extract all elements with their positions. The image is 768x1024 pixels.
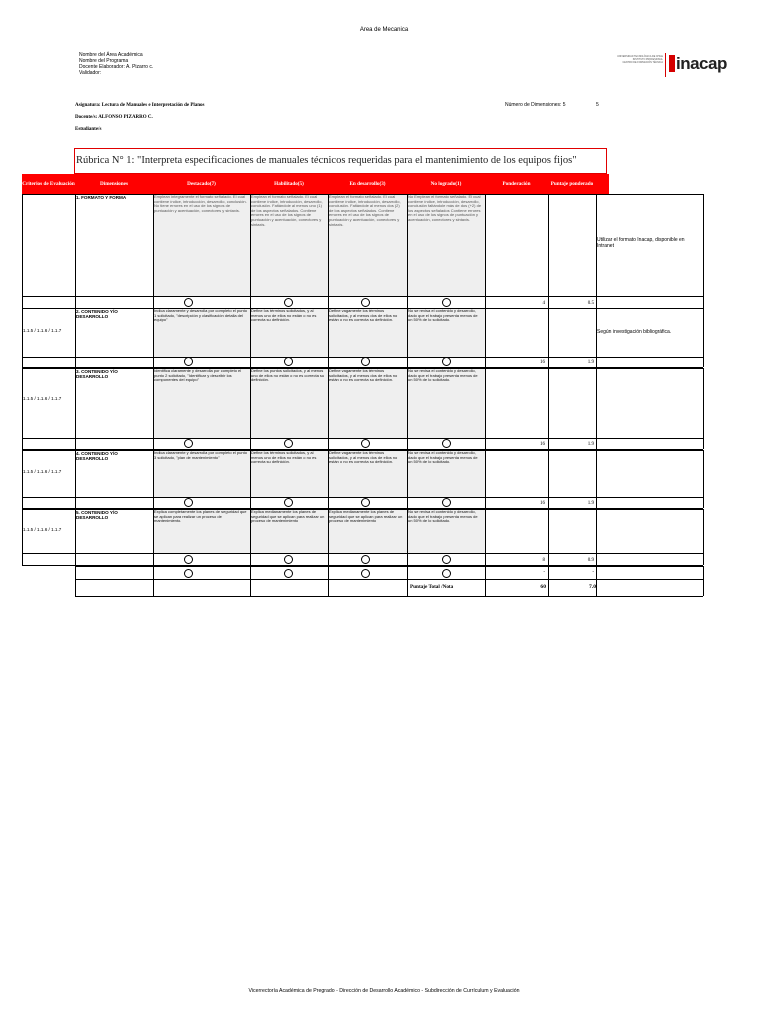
grid-line xyxy=(22,450,23,508)
grid-line xyxy=(703,368,704,449)
grid-line xyxy=(548,368,549,449)
dimension-cell: 4. CONTENIDO Y/O DESARROLLO xyxy=(76,451,118,462)
grid-line xyxy=(596,194,597,308)
header-score: Puntaje ponderado xyxy=(550,181,594,187)
grid-line xyxy=(703,450,704,508)
criteria-cell: 1.1.5 / 1.1.6 / 1.1.7 xyxy=(23,327,62,333)
header-dimension: Dimensiones xyxy=(100,181,128,187)
score-radio[interactable] xyxy=(184,298,193,307)
score-value: 1.9 xyxy=(587,501,594,506)
header-level-1: Destacado(7) xyxy=(187,181,216,187)
page-footer: Vicerrectoría Académica de Pregrado - Dirección de Desarrollo Académico - Subdirección de Currículum y Evaluación xyxy=(248,988,520,994)
grid-line xyxy=(596,368,597,449)
grid-line xyxy=(548,194,549,308)
score-radio[interactable] xyxy=(361,498,370,507)
grid-line xyxy=(596,308,597,367)
weight-value: - xyxy=(543,570,545,575)
header-level-2: Habilitado(5) xyxy=(274,181,304,187)
grid-line xyxy=(75,368,76,449)
grid-line xyxy=(548,308,549,367)
score-radio[interactable] xyxy=(442,439,451,448)
level-2-descriptor: Define los puntos solicitados, y al menos uno de ellos no están o no es correcta su definición. xyxy=(251,369,325,383)
rubric-title: Rúbrica N° 1: "Interpreta especificaciones de manuales técnicos requeridas para el mantenimiento de los equipos fijos" xyxy=(76,155,577,166)
grid-line xyxy=(328,566,329,596)
score-radio[interactable] xyxy=(284,298,293,307)
criteria-cell: 1.1.5 / 1.1.6 / 1.1.7 xyxy=(23,396,62,401)
score-radio[interactable] xyxy=(184,555,193,564)
observation-cell: Según investigación bibliográfica. xyxy=(597,328,672,335)
grid-line xyxy=(548,509,549,565)
level-2-descriptor: Define los términos solicitados, y al menos uno de ellos no están o no es correcta su definición. xyxy=(251,309,317,323)
score-radio[interactable] xyxy=(361,569,370,578)
grid-line xyxy=(250,566,251,596)
grid-line xyxy=(596,509,597,565)
teacher-label: Docente/s: ALFONSO PIZARRO C. xyxy=(75,115,153,120)
level-3-descriptor: Emplean el formato señalado. El cual contiene índice, introducción, desarrollo, conclusión. Faltándole al menos dos (2) de los aspectos señalados. Contiene errores en el uso de los signos de puntuación y acentuación, conectores y sintaxis. xyxy=(329,195,401,227)
weight-value: 4 xyxy=(542,301,545,306)
grid-line xyxy=(485,450,486,508)
level-2-descriptor: Explica medianamente los planes de seguridad que se aplican para realizar un proceso de mantenimiento xyxy=(251,510,325,524)
grid-line xyxy=(485,509,486,565)
score-radio[interactable] xyxy=(284,555,293,564)
score-radio[interactable] xyxy=(442,298,451,307)
total-grade: 7.0 xyxy=(589,584,596,590)
dimensions-value: 5 xyxy=(596,102,599,108)
level-1-descriptor: Emplean íntegramente el formato señalado. El cual contiene índice, introducción, desarrollo, conclusión. No tiene errores en el uso de los signos de puntuación y acentuación, conectores y sintaxis. xyxy=(154,195,247,213)
grid-line xyxy=(703,566,704,596)
criteria-cell: 1.1.5 / 1.1.6 / 1.1.7 xyxy=(23,468,62,474)
subject-label: Asignatura: Lectura de Manuales e Interpretación de Planos xyxy=(75,103,205,108)
observation-cell: Utilizar el formato Inacap, disponible en Intranet xyxy=(597,236,685,249)
logo-line-3: CENTRO DE FORMACIÓN TÉCNICA xyxy=(622,61,663,64)
level-4-descriptor: No se revisa el contenido y desarrollo, dado que el trabajo presenta menos de un 50% de lo solicitado. xyxy=(408,369,478,383)
logo-divider xyxy=(665,53,666,77)
academic-area-label: Nombre del Área Académica xyxy=(79,52,143,58)
header-observations: Observaciones xyxy=(633,181,666,187)
header-weight: Ponderación xyxy=(502,181,531,187)
grid-line xyxy=(75,566,703,567)
score-value: 0.9 xyxy=(587,558,594,563)
level-4-descriptor: No se revisa el contenido y desarrollo, dado que el trabajo presenta menos de un 50% de lo solicitado. xyxy=(408,510,478,524)
total-points: 60 xyxy=(540,584,546,590)
weight-value: 16 xyxy=(540,360,545,365)
score-radio[interactable] xyxy=(361,555,370,564)
rubric-header-row xyxy=(22,174,666,194)
grid-line xyxy=(75,596,703,597)
weight-value: 16 xyxy=(540,501,545,506)
grid-line xyxy=(596,450,597,508)
score-radio[interactable] xyxy=(442,498,451,507)
dimensions-label: Número de Dimensiones: 5 xyxy=(505,102,566,108)
grid-line xyxy=(22,553,703,554)
score-radio[interactable] xyxy=(442,357,451,366)
criteria-cell: 1.1.5 / 1.1.6 / 1.1.7 xyxy=(23,526,62,532)
score-radio[interactable] xyxy=(442,569,451,578)
score-radio[interactable] xyxy=(284,569,293,578)
grid-line xyxy=(22,308,23,367)
score-value: 0.5 xyxy=(587,301,594,306)
score-radio[interactable] xyxy=(184,357,193,366)
level-4-descriptor: No se revisa el contenido y desarrollo, dado que el trabajo presenta menos de un 50% de lo solicitado. xyxy=(408,451,478,465)
score-radio[interactable] xyxy=(361,298,370,307)
logo-line-2: INSTITUTO PROFESIONAL xyxy=(632,58,663,61)
score-value: - xyxy=(592,570,594,575)
score-radio[interactable] xyxy=(184,439,193,448)
level-2-descriptor: Define los términos solicitados, y al menos uno de ellos no están o no es correcta su definición. xyxy=(251,451,317,465)
total-label: Puntaje Total /Nota xyxy=(410,584,454,590)
grid-line xyxy=(22,296,703,297)
grid-line xyxy=(153,566,154,596)
level-2-descriptor: Emplean el formato señalado. El cual contiene índice, introducción, desarrollo, conclusión. Faltándole al menos uno (1) de los aspectos señalados. Contiene errores en el uso de los signos de puntuación y acentuación, conectores y sintaxis. xyxy=(251,195,323,227)
score-radio[interactable] xyxy=(284,439,293,448)
level-3-descriptor: Define vagamente los términos solicitados, y al menos dos de ellos no están o no es correcta su definición. xyxy=(329,309,398,323)
grid-line xyxy=(703,308,704,367)
dimension-cell: 2. CONTENIDO Y/O DESARROLLO xyxy=(76,309,118,320)
level-1-descriptor: Indica claramente y desarrolla por completo el punto 1 solicitado, "descripción y clasificación detalla del equipo" xyxy=(154,309,247,323)
document-meta xyxy=(79,52,153,76)
student-label: Estudiante/s xyxy=(75,127,102,132)
level-1-descriptor: Indica claramente y desarrolla por completo el punto 3 solicitado, "plan de mantenimiento" xyxy=(154,451,247,460)
dimension-cell: 1. FORMATO Y FORMA xyxy=(76,195,127,200)
level-4-descriptor: No se revisa el contenido y desarrollo, dado que el trabajo presenta menos de un 50% de lo solicitado. xyxy=(408,309,478,323)
grid-line xyxy=(703,194,704,308)
dimension-cell: 3. CONTENIDO Y/O DESARROLLO xyxy=(76,369,118,380)
grid-line xyxy=(75,566,76,596)
program-label: Nombre del Programa xyxy=(79,58,129,64)
grid-line xyxy=(548,450,549,508)
level-3-descriptor: Define vagamente los términos solicitados, y al menos dos de ellos no están o no es correcta su definición. xyxy=(329,451,398,465)
rubric-title-box xyxy=(74,148,607,174)
weight-value: 8 xyxy=(542,558,545,563)
weight-value: 16 xyxy=(540,442,545,447)
grid-line xyxy=(485,194,486,308)
grid-line xyxy=(75,579,703,580)
score-radio[interactable] xyxy=(284,498,293,507)
score-radio[interactable] xyxy=(184,498,193,507)
dimension-cell: 5. CONTENIDO Y/O DESARROLLO xyxy=(76,510,118,521)
grid-line xyxy=(485,308,486,367)
area-header: Area de Mecanica xyxy=(359,27,409,33)
logo-line-1: UNIVERSIDAD TECNOLÓGICA DE CHILE xyxy=(617,55,663,58)
score-value: 1.9 xyxy=(587,360,594,365)
header-level-4: No logrado(1) xyxy=(430,181,462,187)
grid-line xyxy=(75,194,76,308)
validator-label: Validador: xyxy=(79,70,102,76)
score-radio[interactable] xyxy=(361,439,370,448)
level-3-descriptor: Define vagamente los términos solicitados, y al menos dos de ellos no están o no es correcta su definición. xyxy=(329,369,398,383)
logo-mark xyxy=(669,55,675,72)
grid-line xyxy=(485,368,486,449)
score-radio[interactable] xyxy=(284,357,293,366)
grid-line xyxy=(596,566,597,596)
score-radio[interactable] xyxy=(442,555,451,564)
level-1-descriptor: Identifica claramente y desarrolla por completo el punto 2 solicitado, "Identificar y describir los componentes del equipo" xyxy=(154,369,242,383)
grid-line xyxy=(407,566,408,596)
header-criteria: Criterios de Evaluación xyxy=(22,181,75,187)
score-radio[interactable] xyxy=(184,569,193,578)
level-4-descriptor: No Emplean el formato señalado. El cual contiene índice, introducción, desarrollo, conclusión faltándole más de dos (+2) de los aspectos señalados Contiene errores en el uso de los signos de puntuación y acentuación, conectores y sintaxis. xyxy=(408,195,482,222)
level-1-descriptor: Explica completamente los planes de seguridad que se aplican para realizar un proceso de mantenimiento. xyxy=(154,510,247,524)
score-radio[interactable] xyxy=(361,357,370,366)
grid-line xyxy=(22,509,23,565)
inacap-logo xyxy=(617,53,727,79)
grid-line xyxy=(22,194,23,308)
grid-line xyxy=(22,368,23,449)
header-level-3: En desarrollo(3) xyxy=(349,181,386,187)
author-label: Docente Elaborador: A. Pizarro c. xyxy=(79,64,154,70)
level-3-descriptor: Explica medianamente los planes de seguridad que se aplican para realizar un proceso de mantenimiento xyxy=(329,510,403,524)
score-value: 1.9 xyxy=(587,442,594,447)
grid-line xyxy=(703,509,704,565)
logo-wordmark: inacap xyxy=(676,54,727,73)
